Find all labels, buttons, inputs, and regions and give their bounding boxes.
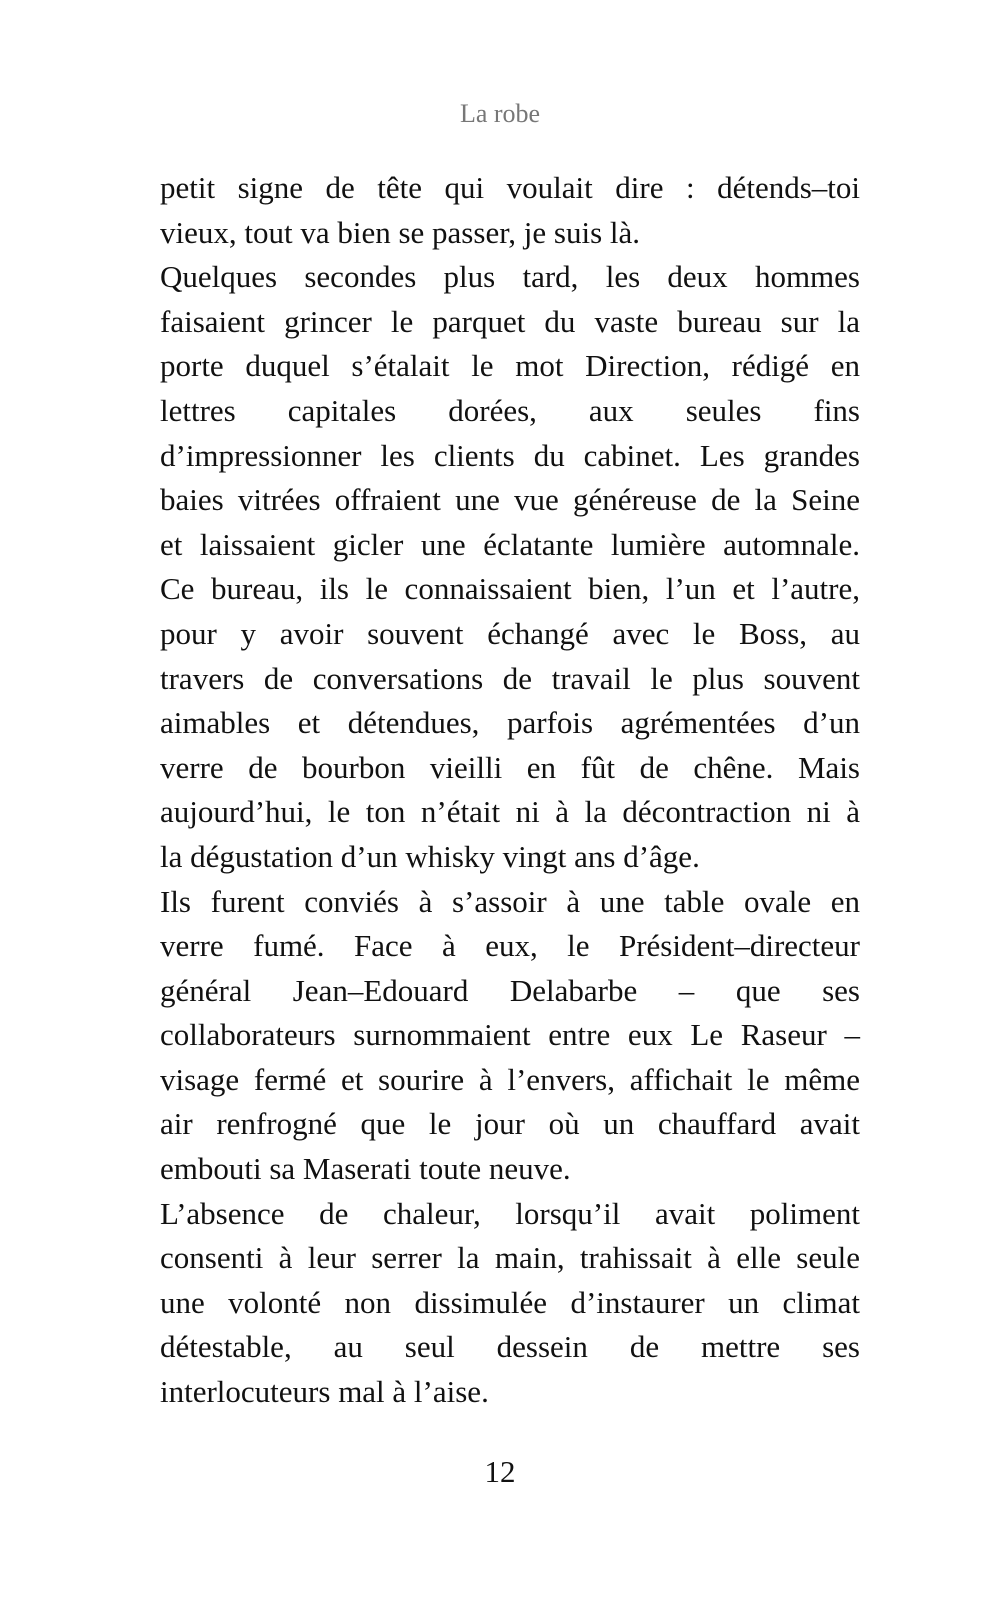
text-line: une volonté non dissimulée d’instaurer un climat (160, 1284, 860, 1320)
text-line: travers de conversations de travail le plus souvent (160, 660, 860, 696)
running-title: La robe (459, 99, 541, 128)
text-line: aujourd’hui, le ton n’était ni à la décontraction ni à (160, 794, 860, 830)
paragraph (160, 880, 860, 1192)
body-text (160, 166, 860, 1415)
text-line: vieux, tout va bien se passer, je suis là. (160, 214, 641, 250)
text-line: air renfrogné que le jour où un chauffard avait (160, 1106, 860, 1142)
text-line: porte duquel s’étalait le mot Direction, rédigé en (160, 348, 860, 384)
text-line: faisaient grincer le parquet du vaste bureau sur la (160, 303, 860, 339)
text-line: la dégustation d’un whisky vingt ans d’âge. (160, 838, 700, 874)
text-line: pour y avoir souvent échangé avec le Boss, au (160, 615, 860, 651)
text-line: général Jean–Edouard Delabarbe – que ses (160, 972, 860, 1008)
text-line: interlocuteurs mal à l’aise. (160, 1374, 489, 1410)
text-line: petit signe de tête qui voulait dire : détends–toi (160, 170, 860, 205)
text-line: baies vitrées offraient une vue généreuse de la Seine (160, 482, 860, 518)
text-line: et laissaient gicler une éclatante lumière automnale. (160, 526, 860, 562)
paragraph (160, 255, 860, 879)
text-line: détestable, au seul dessein de mettre ses (160, 1329, 860, 1365)
paragraph (160, 166, 860, 255)
text-line: consenti à leur serrer la main, trahissait à elle seule (160, 1240, 860, 1276)
text-line: verre de bourbon vieilli en fût de chêne. Mais (160, 749, 860, 785)
text-line: d’impressionner les clients du cabinet. Les grandes (160, 437, 860, 473)
text-line: collaborateurs surnommaient entre eux Le Raseur – (160, 1017, 860, 1053)
text-line: Ils furent conviés à s’assoir à une table ovale en (160, 883, 860, 919)
text-line: aimables et détendues, parfois agrémentées d’un (160, 705, 860, 741)
text-line: Quelques secondes plus tard, les deux hommes (160, 259, 860, 295)
text-line: L’absence de chaleur, lorsqu’il avait poliment (160, 1195, 860, 1231)
paragraph (160, 1192, 860, 1415)
page-number: 12 (484, 1454, 516, 1489)
text-line: Ce bureau, ils le connaissaient bien, l’un et l’autre, (160, 571, 860, 607)
text-line: verre fumé. Face à eux, le Président–directeur (160, 928, 860, 964)
text-line: visage fermé et sourire à l’envers, affichait le même (160, 1061, 860, 1097)
text-line: embouti sa Maserati toute neuve. (160, 1151, 571, 1187)
text-line: lettres capitales dorées, aux seules fins (160, 392, 860, 428)
